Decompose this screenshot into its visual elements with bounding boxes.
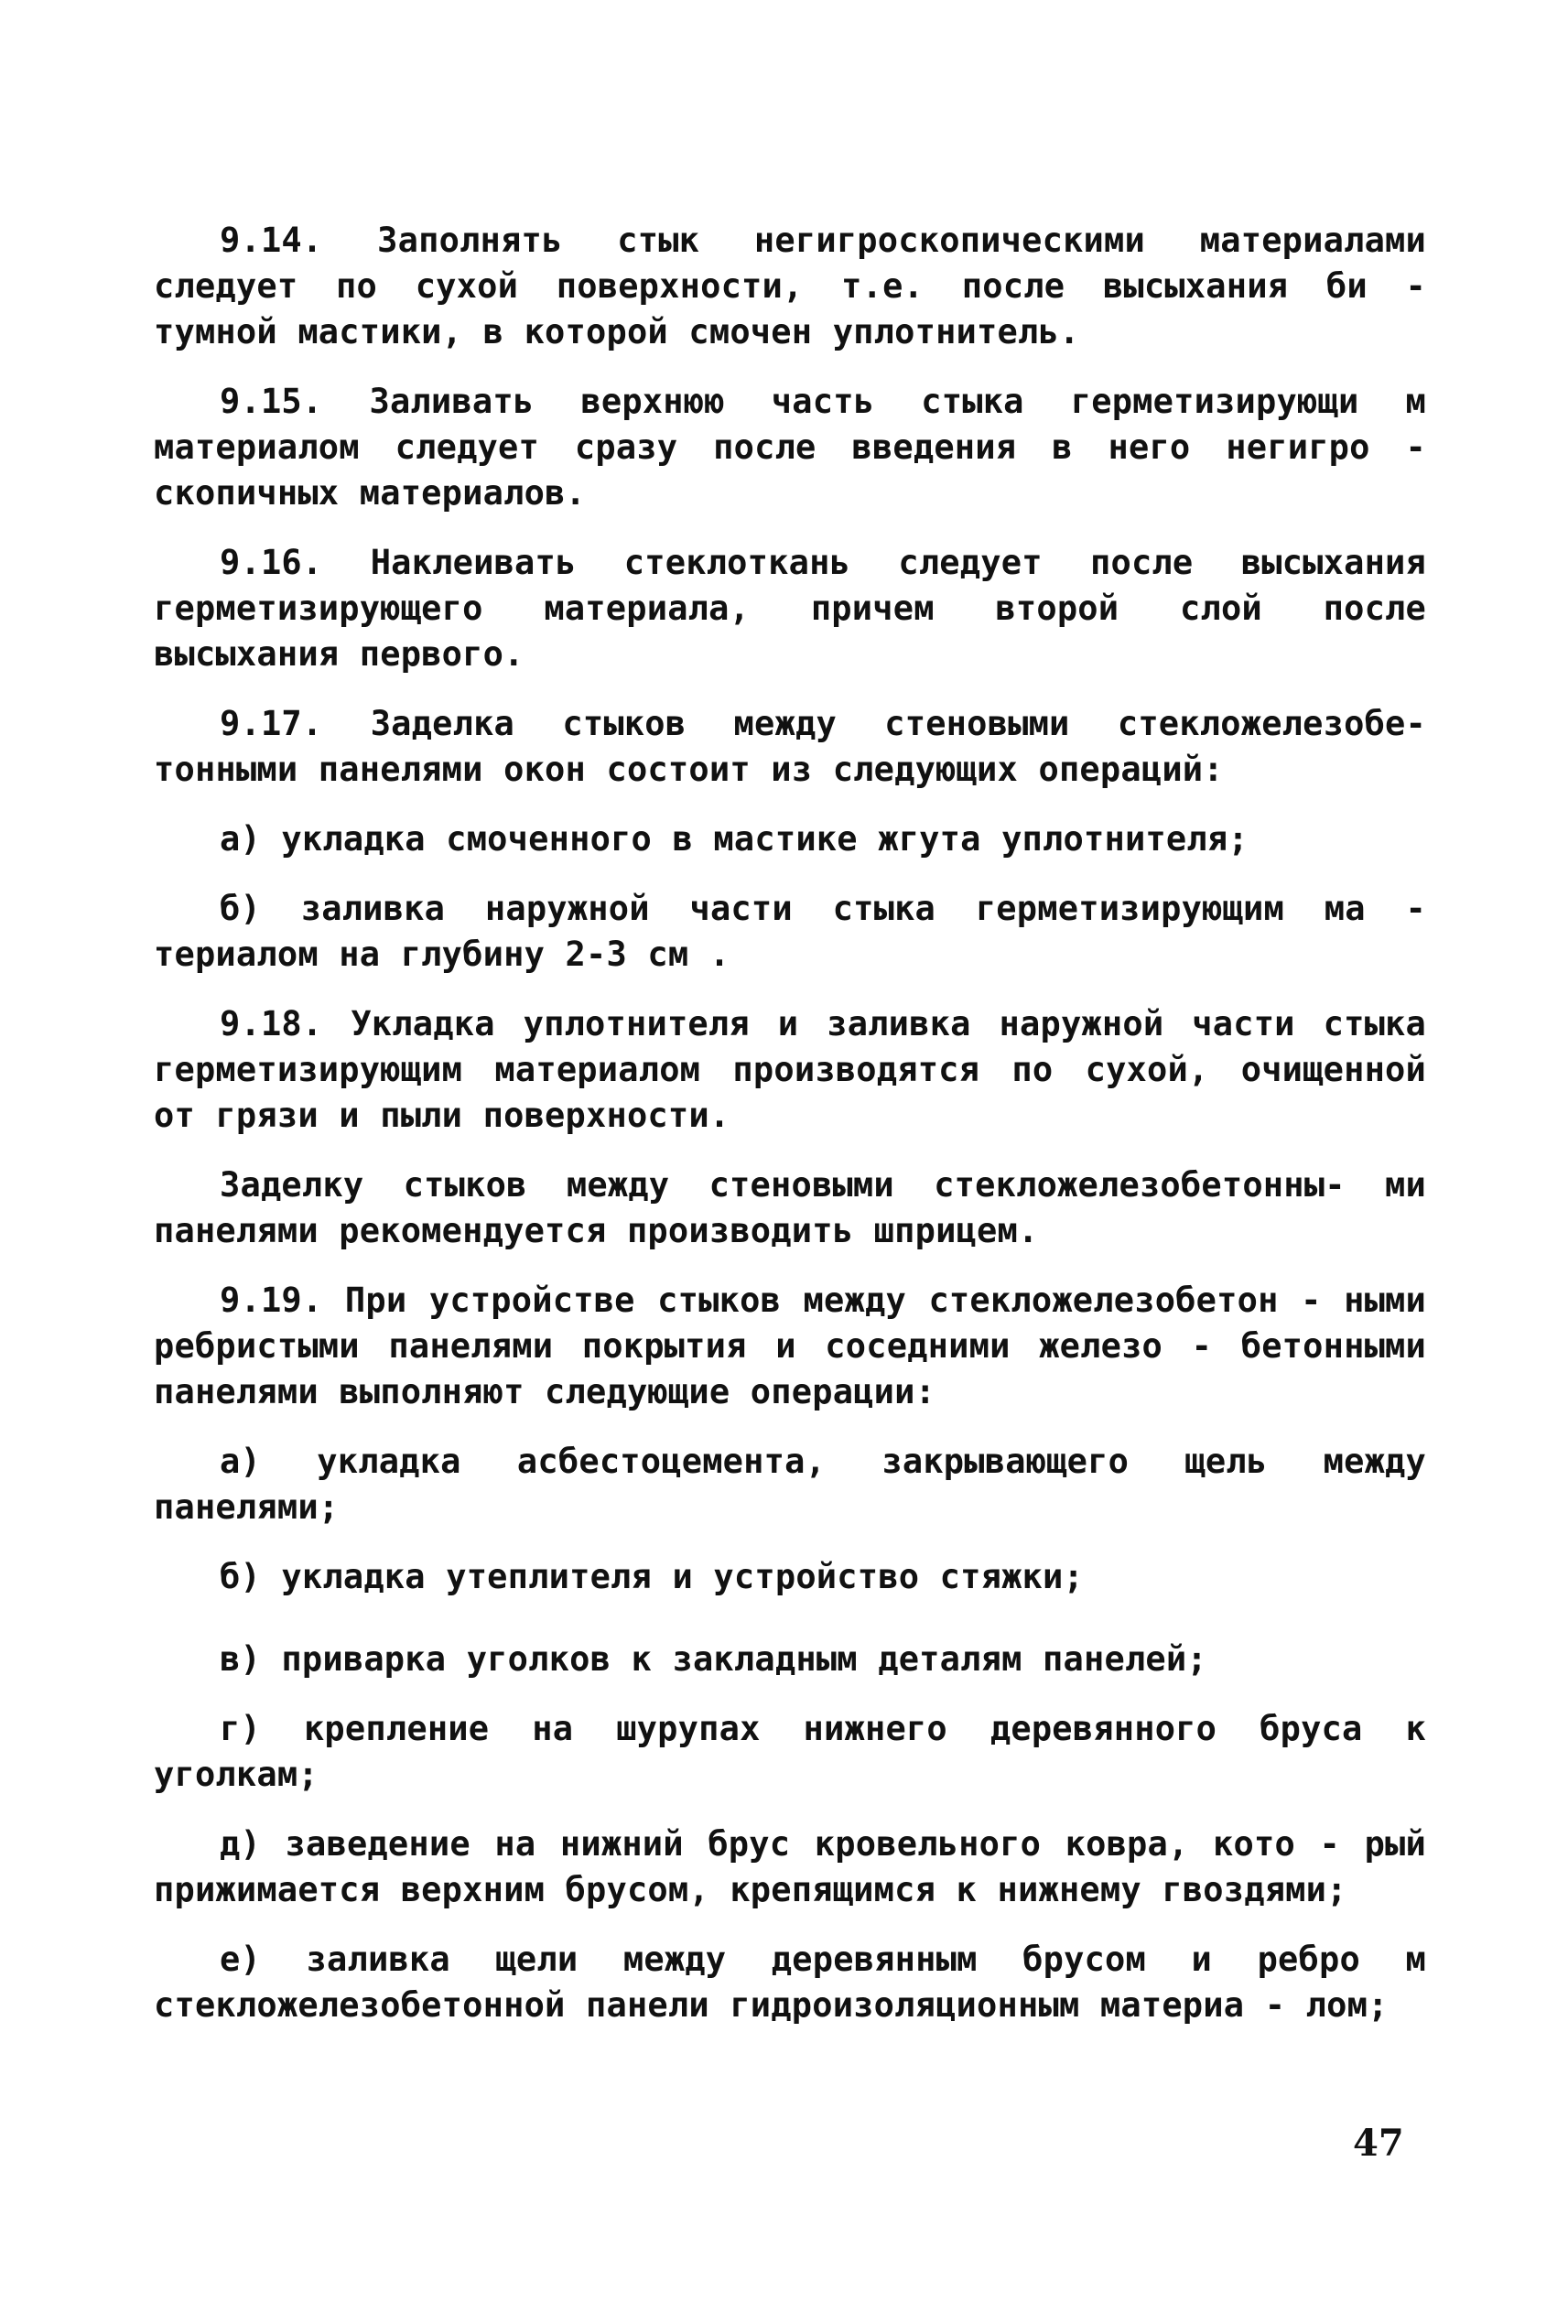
list-item-9-19-e: е) заливка щели между деревянным брусом и ребро м стекложелезобетонной панели гидроизоляционным материа - лом; bbox=[154, 1940, 1426, 2025]
paragraph-9-14: 9.14. Заполнять стык негигроскопическими материалами следует по сухой поверхности, т.е. после высыхания би - тумной мастики, в которой смочен уплотнитель. bbox=[154, 221, 1426, 351]
paragraph-9-17: 9.17. Заделка стыков между стеновыми стекложелезобе- тонными панелями окон состоит из следующих операций: bbox=[154, 704, 1426, 789]
list-item-9-19-b: б) укладка утеплителя и устройство стяжки; bbox=[220, 1557, 1084, 1596]
paragraph-9-18-note: Заделку стыков между стеновыми стекложелезобетонны- ми панелями рекомендуется производить шприцем. bbox=[154, 1165, 1426, 1250]
list-item-9-19-d: д) заведение на нижний брус кровельного ковра, кото - рый прижимается верхним брусом, крепящимся к нижнему гвоздями; bbox=[154, 1824, 1426, 1909]
list-item-9-17-a: а) укладка смоченного в мастике жгута уплотнителя; bbox=[220, 819, 1249, 859]
list-item-9-19-v: в) приварка уголков к закладным деталям панелей; bbox=[220, 1639, 1207, 1679]
paragraph-9-16: 9.16. Наклеивать стеклоткань следует после высыхания герметизирующего материала, причем второй слой после высыхания первого. bbox=[154, 543, 1426, 674]
paragraph-9-15: 9.15. Заливать верхнюю часть стыка герметизирующи м материалом следует сразу после введения в него негигро - скопичных материалов. bbox=[154, 382, 1426, 513]
paragraph-9-18: 9.18. Укладка уплотнителя и заливка наружной части стыка герметизирующим материалом производятся по сухой, очищенной от грязи и пыли поверхности. bbox=[154, 1004, 1426, 1135]
body-text bbox=[154, 218, 1426, 2052]
page-number: 47 bbox=[1353, 2122, 1404, 2165]
list-item-9-17-b: б) заливка наружной части стыка герметизирующим ма - териалом на глубину 2-3 см . bbox=[154, 889, 1426, 974]
list-item-9-19-g: г) крепление на шурупах нижнего деревянного бруса к уголкам; bbox=[154, 1709, 1426, 1794]
paragraph-9-19: 9.19. При устройстве стыков между стекложелезобетон - ными ребристыми панелями покрытия и соседними железо - бетонными панелями выполняют следующие операции: bbox=[154, 1281, 1426, 1411]
list-item-9-19-a: а) укладка асбестоцемента, закрывающего щель между панелями; bbox=[154, 1442, 1426, 1527]
